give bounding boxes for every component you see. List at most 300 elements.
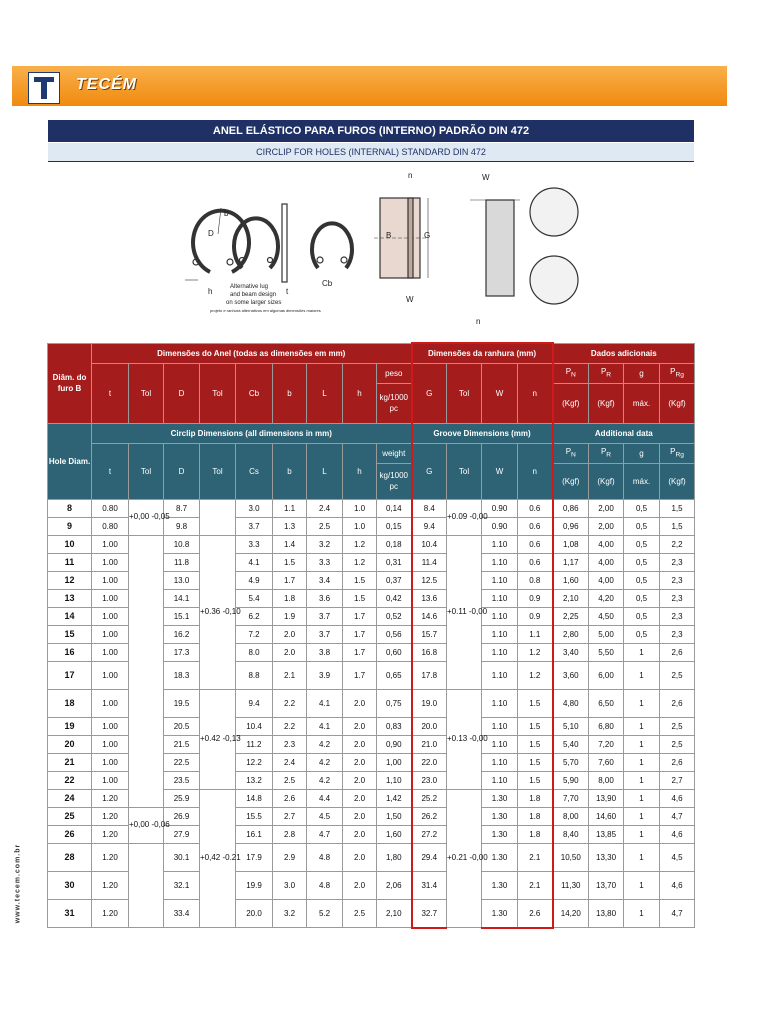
cell-hole-diameter: 19: [48, 717, 92, 735]
col-D-pt: D: [164, 363, 200, 423]
cell-PRg: 2,5: [660, 661, 695, 689]
cell-t: 1.00: [92, 553, 129, 571]
cell-n: 2.6: [518, 899, 553, 928]
label-Cb: Cb: [322, 279, 333, 288]
cell-t: 1.00: [92, 753, 129, 771]
cell-L: 4.4: [307, 789, 343, 807]
cell-PR: 5,00: [589, 625, 624, 643]
cell-L: 4.2: [307, 753, 343, 771]
cell-g: 0,5: [624, 571, 660, 589]
cell-PRg: 2,6: [660, 689, 695, 717]
cell-hole-diameter: 24: [48, 789, 92, 807]
cell-L: 4.2: [307, 771, 343, 789]
cell-peso: 0,56: [377, 625, 412, 643]
col-PR-pt: $P_R$: [589, 363, 624, 383]
cell-g: 0,5: [624, 625, 660, 643]
cell-n: 1.8: [518, 825, 553, 843]
cell-n: 2.1: [518, 843, 553, 871]
col-tol-pt: Tol: [129, 363, 164, 423]
cell-PR: 2,00: [589, 517, 624, 535]
cell-peso: 0,37: [377, 571, 412, 589]
cell-peso: 0,90: [377, 735, 412, 753]
cell-L: 2.5: [307, 517, 343, 535]
cell-PR: 13,85: [589, 825, 624, 843]
cell-peso: 1,80: [377, 843, 412, 871]
cell-b: 1.8: [273, 589, 307, 607]
cell-L: 4.8: [307, 871, 343, 899]
extra-group-en: Additional data: [553, 423, 695, 443]
cell-PR: 7,20: [589, 735, 624, 753]
cell-peso: 0,18: [377, 535, 412, 553]
cell-PR: 6,00: [589, 661, 624, 689]
cell-b: 3.2: [273, 899, 307, 928]
cell-n: 1.5: [518, 753, 553, 771]
label-b: b: [224, 209, 229, 218]
circlip-technical-drawing: [170, 168, 590, 328]
cell-W: 1.10: [482, 535, 518, 553]
cell-L: 3.9: [307, 661, 343, 689]
cell-h: 1.7: [343, 661, 377, 689]
cell-PN: 5,10: [553, 717, 589, 735]
cell-g: 0,5: [624, 553, 660, 571]
cell-h: 1.2: [343, 535, 377, 553]
cell-peso: 0,65: [377, 661, 412, 689]
cell-PN: 2,10: [553, 589, 589, 607]
unit-kgf-pt-3: (Kgf): [660, 383, 695, 423]
cell-D: 13.0: [164, 571, 200, 589]
cell-h: 2.5: [343, 899, 377, 928]
header-bar: [12, 66, 727, 106]
cell-PR: 4,00: [589, 535, 624, 553]
cell-Cb: 8.8: [236, 661, 273, 689]
cell-D: 22.5: [164, 753, 200, 771]
cell-PR: 13,70: [589, 871, 624, 899]
cell-G: 25.2: [412, 789, 447, 807]
cell-b: 2.3: [273, 735, 307, 753]
cell-b: 1.7: [273, 571, 307, 589]
col-PN-en: $P_N$: [553, 443, 589, 463]
cell-L: 3.3: [307, 553, 343, 571]
cell-b: 2.5: [273, 771, 307, 789]
cell-PR: 7,60: [589, 753, 624, 771]
cell-h: 2.0: [343, 871, 377, 899]
cell-hole-diameter: 22: [48, 771, 92, 789]
label-W-bottom: W: [406, 295, 414, 304]
cell-W: 1.10: [482, 753, 518, 771]
unit-kgf-pt-1: (Kgf): [553, 383, 589, 423]
col-peso-unit-pt: kg/1000 pc: [377, 383, 412, 423]
col-n-pt: n: [518, 363, 553, 423]
cell-PRg: 2,5: [660, 735, 695, 753]
cell-PRg: 1,5: [660, 499, 695, 517]
label-B: B: [386, 231, 392, 240]
cell-D: 30.1: [164, 843, 200, 871]
cell-g: 1: [624, 717, 660, 735]
cell-b: 2.7: [273, 807, 307, 825]
cell-t: 1.20: [92, 825, 129, 843]
col-Cb-pt: Cb: [236, 363, 273, 423]
cell-PR: 6,50: [589, 689, 624, 717]
cell-b: 2.0: [273, 625, 307, 643]
cell-h: 2.0: [343, 825, 377, 843]
cell-Cb: 4.9: [236, 571, 273, 589]
label-G: G: [424, 231, 431, 240]
col-tol2-en: Tol: [200, 443, 236, 499]
label-W-top: W: [482, 173, 490, 182]
cell-t-tolerance: [129, 535, 164, 807]
cell-b: 2.2: [273, 689, 307, 717]
cell-hole-diameter: 16: [48, 643, 92, 661]
cell-Cb: 3.7: [236, 517, 273, 535]
cell-PR: 13,30: [589, 843, 624, 871]
cell-D: 26.9: [164, 807, 200, 825]
cell-hole-diameter: 25: [48, 807, 92, 825]
circlip-ring-drawing: [193, 211, 249, 272]
cell-peso: 0,83: [377, 717, 412, 735]
cell-Cb: 9.4: [236, 689, 273, 717]
col-gtol-pt: Tol: [447, 363, 482, 423]
cell-Cb: 17.9: [236, 843, 273, 871]
cell-g: 0,5: [624, 499, 660, 517]
cell-D: 25.9: [164, 789, 200, 807]
cell-h: 1.0: [343, 517, 377, 535]
cell-h: 1.7: [343, 643, 377, 661]
cell-W: 1.10: [482, 735, 518, 753]
table-header: [48, 343, 695, 499]
cell-h: 1.0: [343, 499, 377, 517]
cell-PRg: 4,6: [660, 825, 695, 843]
cell-W: 1.10: [482, 717, 518, 735]
col-PRg-en: $P_{Rg}$: [660, 443, 695, 463]
col-L-pt: L: [307, 363, 343, 423]
cell-PRg: 1,5: [660, 517, 695, 535]
cell-G: 17.8: [412, 661, 447, 689]
label-t: t: [286, 287, 289, 296]
cell-t: 1.00: [92, 689, 129, 717]
cell-h: 2.0: [343, 717, 377, 735]
cell-PN: 14,20: [553, 899, 589, 928]
cell-PRg: 4,7: [660, 899, 695, 928]
cell-D-tolerance: +0.36 -0,10: [200, 535, 236, 689]
cell-peso: 1,42: [377, 789, 412, 807]
unit-kgf-en-1: (Kgf): [553, 463, 589, 499]
cell-D: 9.8: [164, 517, 200, 535]
cell-W: 0.90: [482, 499, 518, 517]
cell-L: 4.5: [307, 807, 343, 825]
cell-n: 0.6: [518, 499, 553, 517]
cell-Cb: 13.2: [236, 771, 273, 789]
cell-PRg: 2,3: [660, 625, 695, 643]
cell-D-tolerance: +0,42 -0.21: [200, 789, 236, 928]
cell-PRg: 2,2: [660, 535, 695, 553]
cell-Cb: 11.2: [236, 735, 273, 753]
cell-D: 33.4: [164, 899, 200, 928]
cell-PN: 11,30: [553, 871, 589, 899]
unit-kgf-en-2: (Kgf): [589, 463, 624, 499]
col-gtol-en: Tol: [447, 443, 482, 499]
cell-G-tolerance: +0.13 -0,00: [447, 689, 482, 789]
cell-PRg: 2,6: [660, 643, 695, 661]
cell-Cb: 6.2: [236, 607, 273, 625]
drawing-note-2: and beam design: [230, 292, 277, 298]
cell-n: 1.8: [518, 807, 553, 825]
cell-G-tolerance: +0.09 -0,00: [447, 499, 482, 535]
cell-t: 1.00: [92, 717, 129, 735]
cell-t: 1.00: [92, 607, 129, 625]
cell-D-tolerance: [200, 499, 236, 535]
col-W-pt: W: [482, 363, 518, 423]
cell-Cb: 4.1: [236, 553, 273, 571]
cell-h: 2.0: [343, 753, 377, 771]
cell-PN: 3,60: [553, 661, 589, 689]
cell-L: 4.1: [307, 689, 343, 717]
cell-hole-diameter: 11: [48, 553, 92, 571]
cell-L: 4.1: [307, 717, 343, 735]
cell-t: 1.20: [92, 843, 129, 871]
cell-W: 1.10: [482, 589, 518, 607]
cell-peso: 1,60: [377, 825, 412, 843]
cell-b: 2.2: [273, 717, 307, 735]
cell-L: 3.6: [307, 589, 343, 607]
col-G-en: G: [412, 443, 447, 499]
cell-peso: 1,00: [377, 753, 412, 771]
cell-W: 1.30: [482, 825, 518, 843]
cell-n: 1.5: [518, 735, 553, 753]
col-PR-en: $P_R$: [589, 443, 624, 463]
cell-PN: 8,00: [553, 807, 589, 825]
cell-h: 2.0: [343, 789, 377, 807]
col-h-pt: h: [343, 363, 377, 423]
cell-PN: 10,50: [553, 843, 589, 871]
col-PRg-pt: $P_{Rg}$: [660, 363, 695, 383]
cell-peso: 0,52: [377, 607, 412, 625]
cell-peso: 0,60: [377, 643, 412, 661]
cell-D: 20.5: [164, 717, 200, 735]
cell-g: 1: [624, 753, 660, 771]
cell-D: 11.8: [164, 553, 200, 571]
col-g-pt: g: [624, 363, 660, 383]
cell-G: 12.5: [412, 571, 447, 589]
unit-max-pt: máx.: [624, 383, 660, 423]
ring-group-pt: Dimensões do Anel (todas as dimensões em mm): [92, 343, 412, 363]
cell-hole-diameter: 10: [48, 535, 92, 553]
cell-n: 0.6: [518, 535, 553, 553]
col-b-pt: b: [273, 363, 307, 423]
cell-W: 1.10: [482, 607, 518, 625]
cell-PN: 4,80: [553, 689, 589, 717]
cell-h: 2.0: [343, 689, 377, 717]
cell-g: 0,5: [624, 589, 660, 607]
cell-W: 1.10: [482, 689, 518, 717]
cell-hole-diameter: 12: [48, 571, 92, 589]
cell-hole-diameter: 9: [48, 517, 92, 535]
col-PN-pt: $P_N$: [553, 363, 589, 383]
cell-W: 1.10: [482, 553, 518, 571]
cell-hole-diameter: 13: [48, 589, 92, 607]
ring-group-en: Circlip Dimensions (all dimensions in mm): [92, 423, 412, 443]
cell-PN: 1,17: [553, 553, 589, 571]
cell-PN: 0,96: [553, 517, 589, 535]
cell-n: 0.9: [518, 589, 553, 607]
side-url: www.tecem.com.br: [14, 843, 22, 924]
cell-n: 0.9: [518, 607, 553, 625]
cell-peso: 2,06: [377, 871, 412, 899]
cell-n: 1.2: [518, 643, 553, 661]
label-n-top: n: [408, 171, 413, 180]
cell-G: 22.0: [412, 753, 447, 771]
cell-g: 0,5: [624, 607, 660, 625]
cell-D: 15.1: [164, 607, 200, 625]
cell-D: 14.1: [164, 589, 200, 607]
cell-PRg: 2,3: [660, 607, 695, 625]
cell-n: 1.8: [518, 789, 553, 807]
cell-L: 3.8: [307, 643, 343, 661]
cell-PR: 13,80: [589, 899, 624, 928]
cell-G: 13.6: [412, 589, 447, 607]
cell-h: 2.0: [343, 735, 377, 753]
cell-L: 4.2: [307, 735, 343, 753]
cell-PRg: 2,3: [660, 571, 695, 589]
cell-W: 1.30: [482, 843, 518, 871]
cell-n: 1.5: [518, 689, 553, 717]
cell-g: 1: [624, 843, 660, 871]
cell-b: 1.9: [273, 607, 307, 625]
cell-PN: 5,90: [553, 771, 589, 789]
cell-W: 1.10: [482, 771, 518, 789]
col-D-en: D: [164, 443, 200, 499]
col-peso-pt: peso: [377, 363, 412, 383]
cell-PN: 3,40: [553, 643, 589, 661]
cell-D: 16.2: [164, 625, 200, 643]
col-weight-unit-en: kg/1000 pc: [377, 463, 412, 499]
cell-W: 1.30: [482, 807, 518, 825]
brand-name: TECÉM: [76, 76, 137, 93]
cell-n: 2.1: [518, 871, 553, 899]
cell-L: 4.7: [307, 825, 343, 843]
cell-PR: 6,80: [589, 717, 624, 735]
cell-G: 8.4: [412, 499, 447, 517]
cell-t: 1.00: [92, 571, 129, 589]
cell-h: 1.7: [343, 607, 377, 625]
unit-kgf-en-3: (Kgf): [660, 463, 695, 499]
cell-peso: 0,15: [377, 517, 412, 535]
cell-peso: 1,10: [377, 771, 412, 789]
cell-W: 1.10: [482, 643, 518, 661]
cell-G-tolerance: +0.21 -0,00: [447, 789, 482, 928]
cell-n: 0.6: [518, 553, 553, 571]
cell-t: 0.80: [92, 517, 129, 535]
cell-t: 1.00: [92, 589, 129, 607]
cell-b: 2.4: [273, 753, 307, 771]
table-body: [48, 499, 695, 928]
cell-hole-diameter: 30: [48, 871, 92, 899]
cell-G: 26.2: [412, 807, 447, 825]
cell-PN: 8,40: [553, 825, 589, 843]
cell-D: 17.3: [164, 643, 200, 661]
tecem-logo: [28, 72, 60, 104]
groove-group-en: Groove Dimensions (mm): [412, 423, 553, 443]
cell-L: 3.2: [307, 535, 343, 553]
cell-hole-diameter: 14: [48, 607, 92, 625]
cell-n: 1.5: [518, 717, 553, 735]
cell-hole-diameter: 17: [48, 661, 92, 689]
cell-D-tolerance: +0.42 -0,13: [200, 689, 236, 789]
cell-t: 1.00: [92, 535, 129, 553]
cell-G: 23.0: [412, 771, 447, 789]
cell-D: 10.8: [164, 535, 200, 553]
cell-hole-diameter: 8: [48, 499, 92, 517]
cell-t: 1.20: [92, 789, 129, 807]
unit-max-en: máx.: [624, 463, 660, 499]
cell-PRg: 2,3: [660, 553, 695, 571]
cell-t: 0.80: [92, 499, 129, 517]
cell-G: 10.4: [412, 535, 447, 553]
cell-W: 1.10: [482, 625, 518, 643]
cell-PR: 4,00: [589, 553, 624, 571]
cell-hole-diameter: 15: [48, 625, 92, 643]
cell-D: 27.9: [164, 825, 200, 843]
cell-t: 1.00: [92, 643, 129, 661]
cell-PR: 14,60: [589, 807, 624, 825]
cell-G: 21.0: [412, 735, 447, 753]
table-row: [48, 843, 695, 871]
cell-Cb: 10.4: [236, 717, 273, 735]
cell-PRg: 2,3: [660, 589, 695, 607]
cell-g: 1: [624, 735, 660, 753]
cell-PR: 5,50: [589, 643, 624, 661]
label-D: D: [208, 229, 214, 238]
cell-h: 1.5: [343, 571, 377, 589]
col-L-en: L: [307, 443, 343, 499]
cell-t: 1.20: [92, 899, 129, 928]
cell-D: 32.1: [164, 871, 200, 899]
cell-L: 2.4: [307, 499, 343, 517]
cell-g: 0,5: [624, 517, 660, 535]
cell-g: 1: [624, 771, 660, 789]
cell-h: 2.0: [343, 843, 377, 871]
cell-W: 0.90: [482, 517, 518, 535]
cell-W: 1.30: [482, 789, 518, 807]
cell-PR: 4,20: [589, 589, 624, 607]
col-weight-en: weight: [377, 443, 412, 463]
cell-G-tolerance: +0.11 -0,00: [447, 535, 482, 689]
cell-D: 19.5: [164, 689, 200, 717]
cell-G: 11.4: [412, 553, 447, 571]
cell-W: 1.10: [482, 661, 518, 689]
cell-t-tolerance: [129, 843, 164, 928]
cell-g: 1: [624, 661, 660, 689]
cell-t-tolerance: +0,00 -0,05: [129, 499, 164, 535]
cell-G: 15.7: [412, 625, 447, 643]
cell-g: 1: [624, 807, 660, 825]
cell-L: 3.4: [307, 571, 343, 589]
table-row: [48, 807, 695, 825]
cell-PR: 13,90: [589, 789, 624, 807]
cell-PRg: 2,6: [660, 753, 695, 771]
cell-PR: 4,50: [589, 607, 624, 625]
cell-g: 1: [624, 789, 660, 807]
cell-n: 1.1: [518, 625, 553, 643]
cell-h: 2.0: [343, 807, 377, 825]
col-hole-diameter-en: Hole Diam.: [48, 423, 92, 499]
cell-PN: 0,86: [553, 499, 589, 517]
cell-Cb: 5.4: [236, 589, 273, 607]
col-h-en: h: [343, 443, 377, 499]
drawing-note-1: Alternative lug: [230, 284, 269, 290]
cell-PRg: 2,7: [660, 771, 695, 789]
cell-Cb: 20.0: [236, 899, 273, 928]
label-n-bottom: n: [476, 317, 481, 326]
